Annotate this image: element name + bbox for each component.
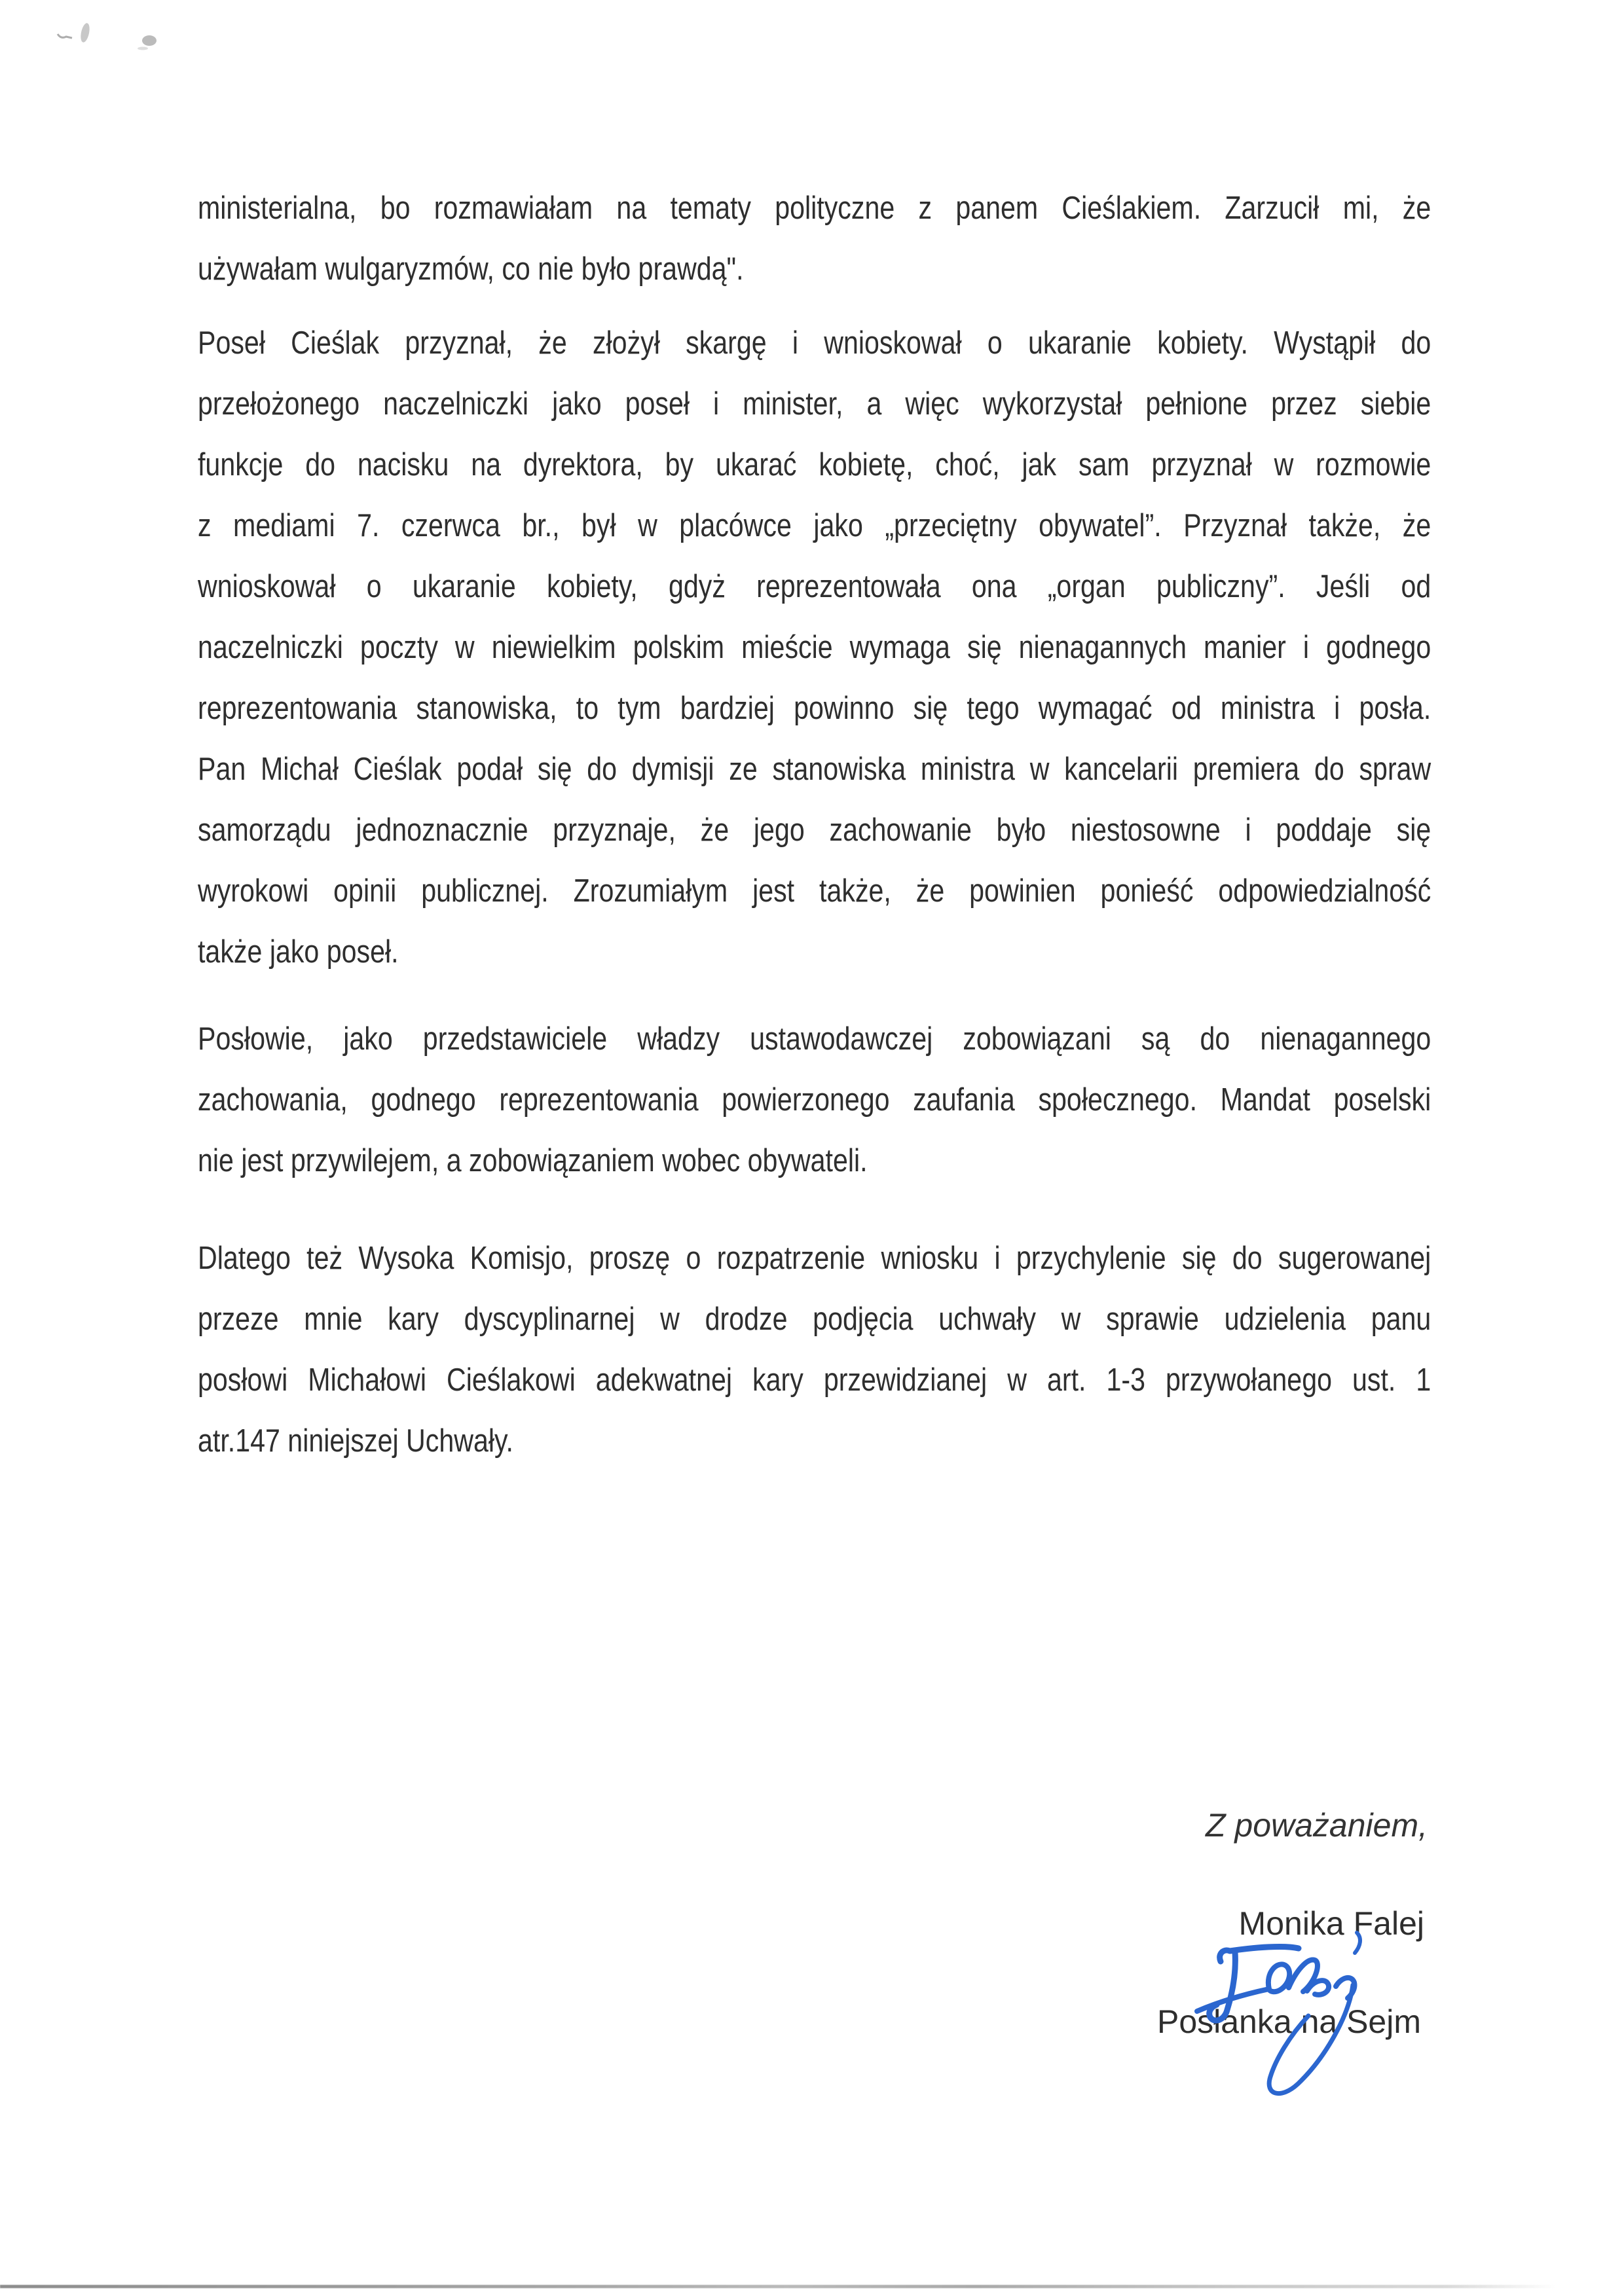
- body-line: reprezentowania stanowiska, to tym bardziej powinno się tego wymagać od ministra i posła.: [198, 691, 1431, 726]
- body-line: używałam wulgaryzmów, co nie było prawdą".: [198, 251, 744, 287]
- body-line: naczelniczki poczty w niewielkim polskim mieście wymaga się nienagannych manier i godnego: [198, 630, 1431, 665]
- valediction: Z poważaniem,: [1205, 1807, 1428, 1844]
- body-line: Pan Michał Cieślak podał się do dymisji ze stanowiska ministra w kancelarii premiera do spraw: [198, 752, 1431, 787]
- body-line: przełożonego naczelniczki jako poseł i minister, a więc wykorzystał pełnione przez siebie: [198, 386, 1431, 422]
- body-line: samorządu jednoznacznie przyznaje, że jego zachowanie było niestosowne i poddaje się: [198, 812, 1431, 848]
- body-line: z mediami 7. czerwca br., był w placówce jako „przeciętny obywatel”. Przyznał także, że: [198, 508, 1431, 543]
- body-line: wnioskował o ukaranie kobiety, gdyż reprezentowała ona „organ publiczny”. Jeśli od: [198, 569, 1431, 604]
- letter-body: [198, 178, 1431, 1472]
- body-line: funkcje do nacisku na dyrektora, by ukarać kobietę, choć, jak sam przyznał w rozmowie: [198, 447, 1431, 483]
- body-line: Posłowie, jako przedstawiciele władzy ustawodawczej zobowiązani są do nienagannego: [198, 1021, 1431, 1057]
- signer-name: Monika Falej: [1238, 1905, 1424, 1942]
- body-line: wyrokowi opinii publicznej. Zrozumiałym jest także, że powinien ponieść odpowiedzialność: [198, 873, 1431, 909]
- body-line: Dlatego też Wysoka Komisjo, proszę o rozpatrzenie wniosku i przychylenie się do sugerowanej: [198, 1241, 1431, 1276]
- handwritten-signature: [1192, 1923, 1395, 2140]
- paragraph: [198, 1228, 1431, 1472]
- body-line: atr.147 niniejszej Uchwały.: [198, 1423, 513, 1459]
- scan-bottom-edge: [0, 2285, 1572, 2288]
- paragraph: [198, 178, 1431, 300]
- body-line: Poseł Cieślak przyznał, że złożył skargę i wnioskował o ukaranie kobiety. Wystąpił do: [198, 325, 1431, 361]
- paragraph: [198, 1009, 1431, 1192]
- body-line: także jako poseł.: [198, 934, 399, 970]
- paragraph: [198, 313, 1431, 983]
- scan-artifact-smudge: [52, 18, 164, 51]
- body-line: zachowania, godnego reprezentowania powierzonego zaufania społecznego. Mandat poselski: [198, 1082, 1431, 1118]
- signer-title: Posłanka na Sejm: [1156, 2003, 1421, 2040]
- body-line: nie jest przywilejem, a zobowiązaniem wobec obywateli.: [198, 1143, 868, 1178]
- body-line: posłowi Michałowi Cieślakowi adekwatnej kary przewidzianej w art. 1-3 przywołanego ust. 1: [198, 1362, 1431, 1398]
- body-line: ministerialna, bo rozmawiałam na tematy polityczne z panem Cieślakiem. Zarzucił mi, że: [198, 191, 1431, 226]
- body-line: przeze mnie kary dyscyplinarnej w drodze podjęcia uchwały w sprawie udzielenia panu: [198, 1302, 1431, 1337]
